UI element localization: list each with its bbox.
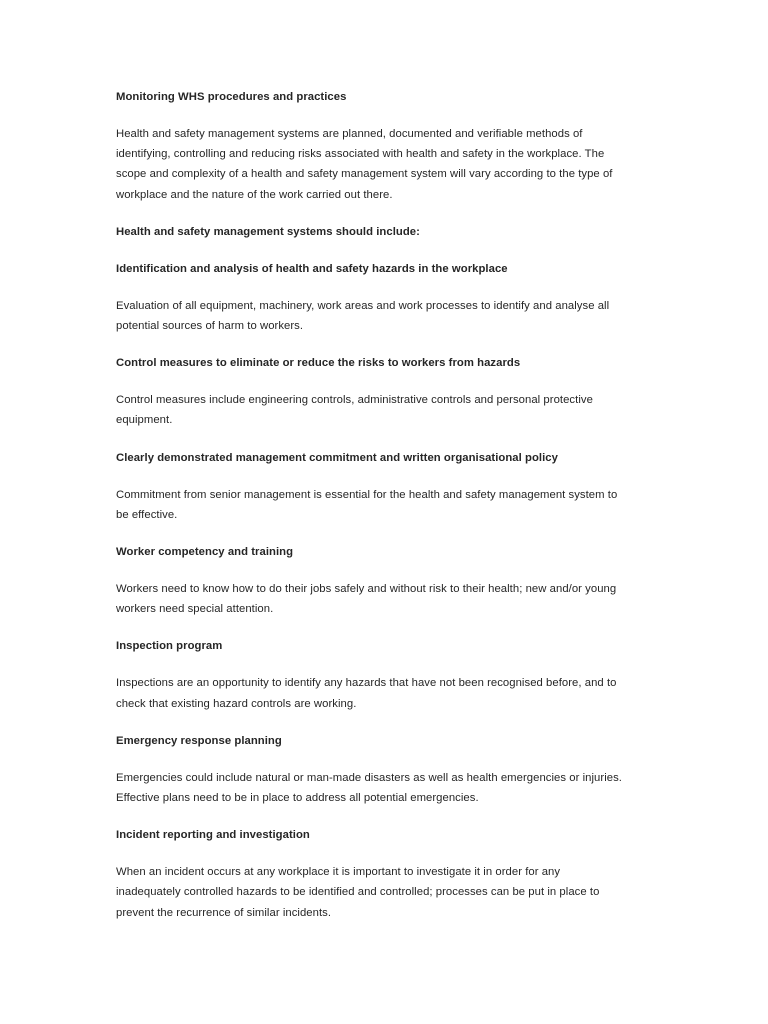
- paragraph: [116, 768, 656, 808]
- paragraph-line: Control measures include engineering controls, administrative controls and personal protective: [116, 394, 593, 407]
- paragraph: [116, 579, 656, 619]
- paragraph-line: workers need special attention.: [116, 603, 274, 616]
- paragraph-line: check that existing hazard controls are working.: [116, 697, 357, 710]
- paragraph-line: prevent the recurrence of similar incidents.: [116, 906, 332, 919]
- paragraph-line: When an incident occurs at any workplace it is important to investigate it in order for any: [116, 866, 561, 879]
- paragraph-line: inadequately controlled hazards to be identified and controlled; processes can be put in place to: [116, 886, 600, 899]
- section-heading: Worker competency and training: [116, 546, 294, 559]
- paragraph: [116, 296, 656, 336]
- paragraph-line: Emergencies could include natural or man-made disasters as well as health emergencies or injuries.: [116, 771, 622, 784]
- paragraph: [116, 862, 656, 923]
- section-heading: Clearly demonstrated management commitment and written organisational policy: [116, 451, 558, 464]
- paragraph-line: Effective plans need to be in place to address all potential emergencies.: [116, 792, 479, 805]
- section-heading: Health and safety management systems should include:: [116, 225, 420, 238]
- section-heading: Emergency response planning: [116, 734, 282, 747]
- paragraph-line: Health and safety management systems are planned, documented and verifiable methods of: [116, 128, 583, 140]
- paragraph-line: be effective.: [116, 508, 178, 521]
- paragraph: [116, 673, 656, 713]
- document-title: Monitoring WHS procedures and practices: [116, 91, 347, 103]
- section-heading: Control measures to eliminate or reduce the risks to workers from hazards: [116, 357, 521, 370]
- paragraph-line: equipment.: [116, 414, 173, 427]
- paragraph-line: potential sources of harm to workers.: [116, 320, 304, 333]
- paragraph-line: Inspections are an opportunity to identify any hazards that have not been recognised before, and to: [116, 677, 617, 690]
- section-heading: Incident reporting and investigation: [116, 829, 310, 842]
- document-page: [116, 87, 656, 940]
- paragraph-line: identifying, controlling and reducing risks associated with health and safety in the workplace. The: [116, 148, 605, 161]
- paragraph: [116, 485, 656, 525]
- paragraph-line: workplace and the nature of the work carried out there.: [116, 188, 393, 201]
- paragraph: [116, 390, 656, 430]
- section-heading: Inspection program: [116, 640, 223, 653]
- section-heading: Identification and analysis of health and safety hazards in the workplace: [116, 262, 508, 275]
- paragraph: [116, 124, 656, 205]
- paragraph-line: scope and complexity of a health and safety management system will vary according to the type of: [116, 168, 613, 181]
- paragraph-line: Evaluation of all equipment, machinery, work areas and work processes to identify and analyse all: [116, 299, 610, 312]
- paragraph-line: Commitment from senior management is essential for the health and safety management system to: [116, 488, 618, 501]
- paragraph-line: Workers need to know how to do their jobs safely and without risk to their health; new and/or young: [116, 583, 617, 596]
